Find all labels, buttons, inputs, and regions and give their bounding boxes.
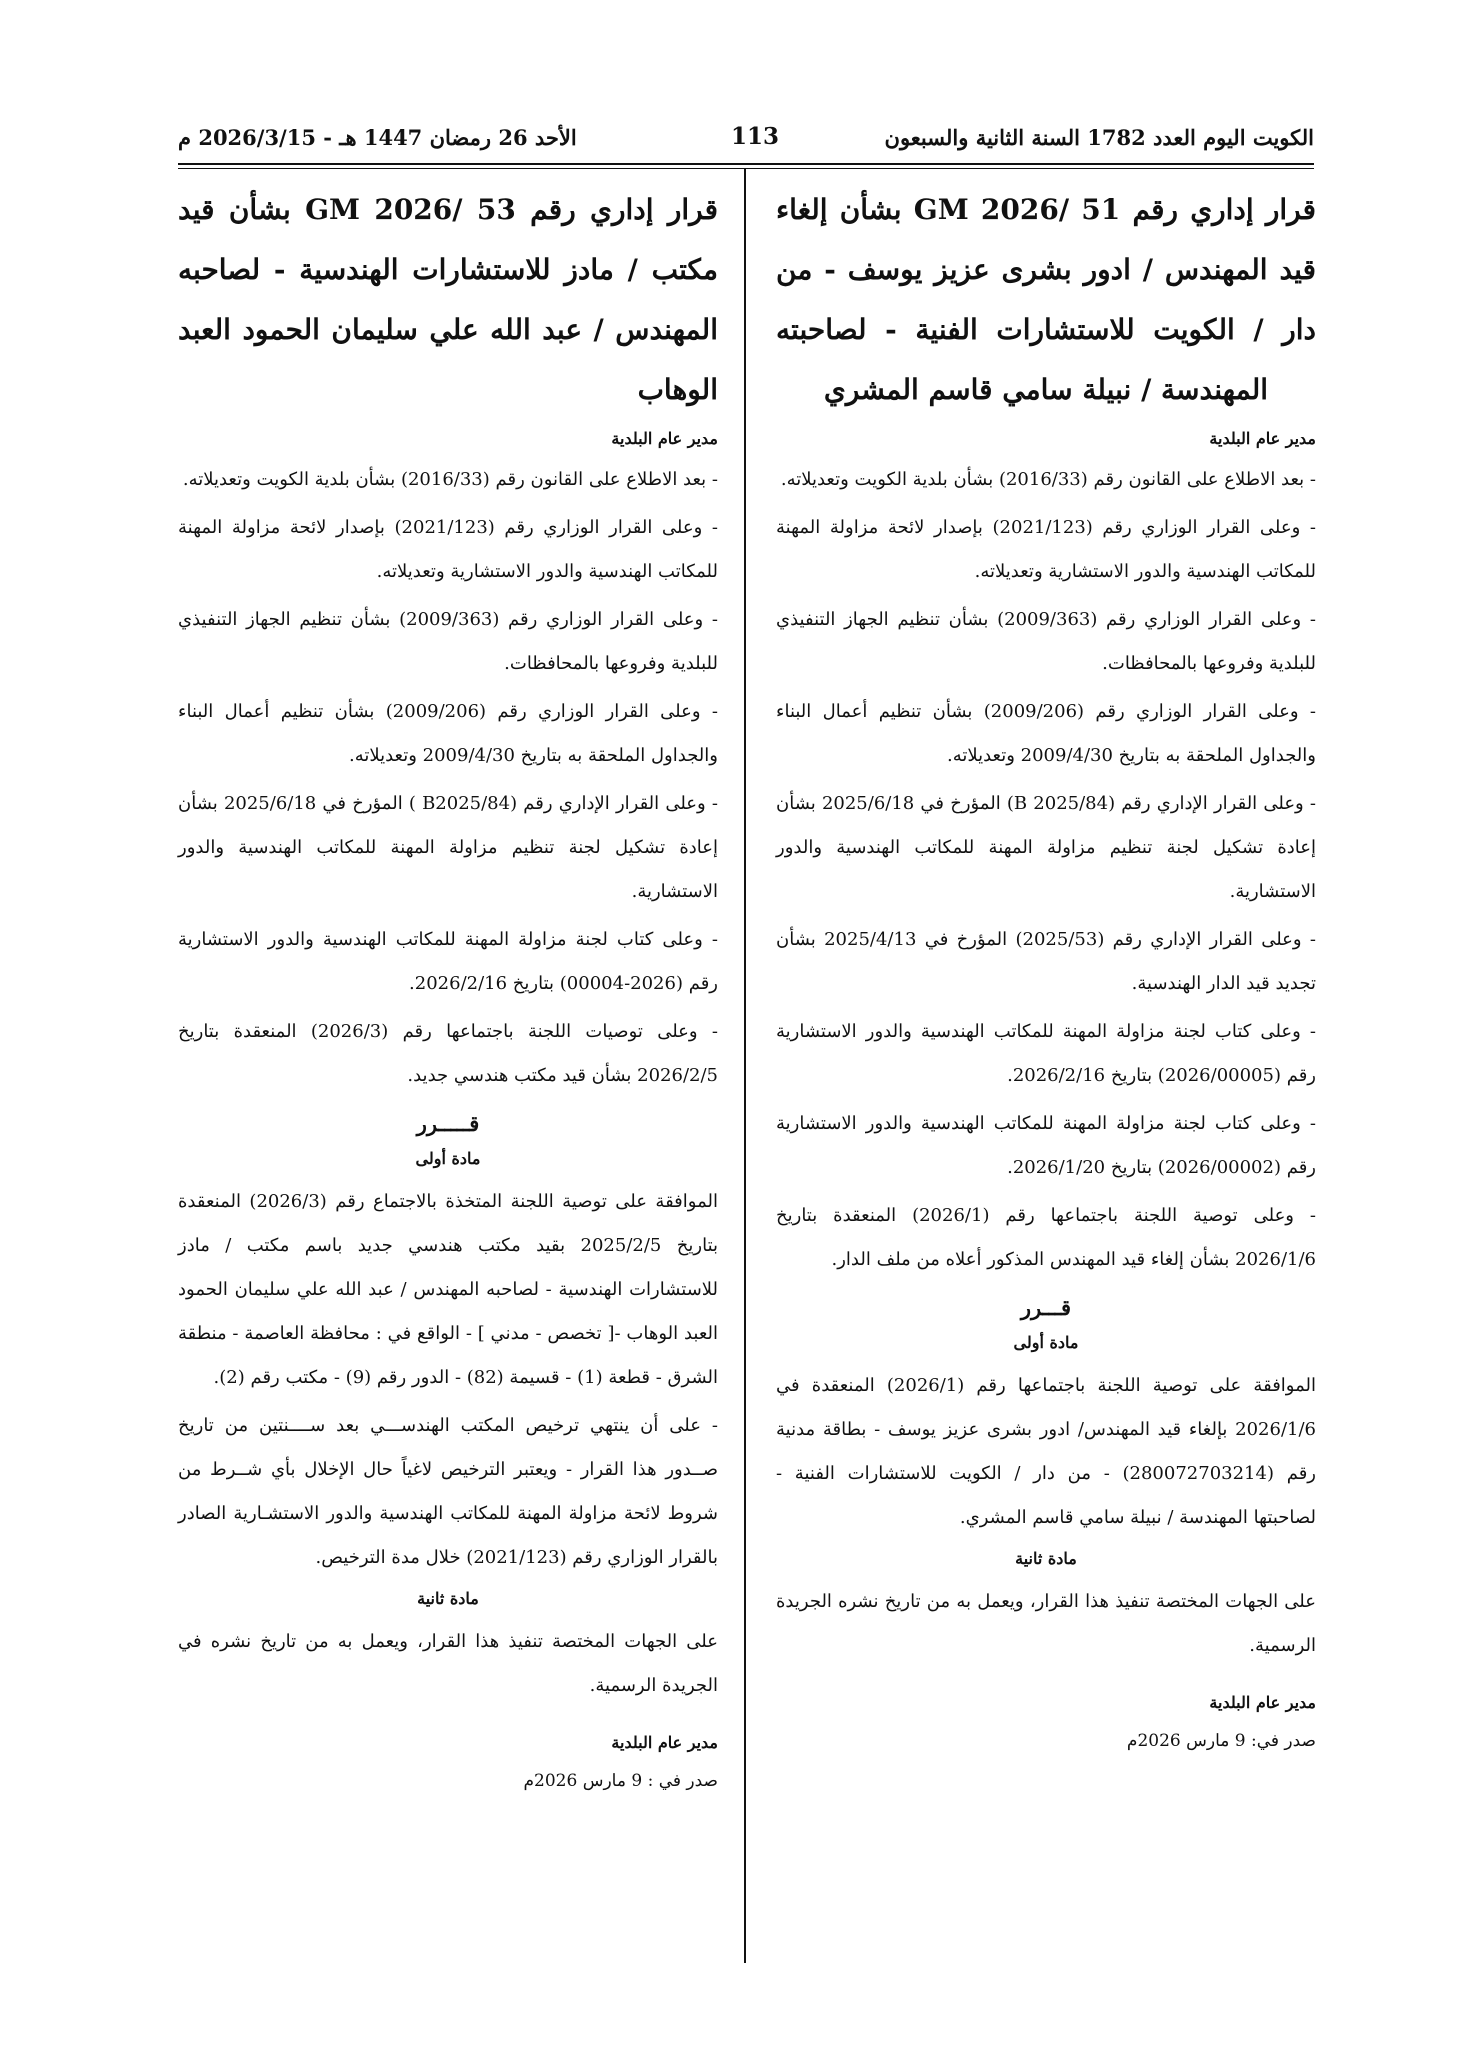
article-2-text: على الجهات المختصة تنفيذ هذا القرار، ويعمل به من تاريخ نشره في الجريدة الرسمية. bbox=[178, 1631, 718, 1696]
preamble-item: - وعلى كتاب لجنة مزاولة المهنة للمكاتب الهندسية والدور الاستشارية رقم (2026/00002) بتاريخ 2026/1/20. bbox=[776, 1113, 1316, 1178]
column-divider bbox=[744, 168, 746, 1963]
header-rule-thin bbox=[178, 168, 1314, 169]
preamble-item: - وعلى القرار الإداري رقم (2025/53) المؤرخ في 2025/4/13 بشأن تجديد قيد الدار الهندسية. bbox=[776, 929, 1317, 994]
article-2-title: مادة ثانية bbox=[1015, 1549, 1077, 1568]
decision-title: قرار إداري رقم 51 /GM 2026 بشأن إلغاء قيد المهندس / ادور بشرى عزيز يوسف - من دار / الكويت للاستشارات الفنية - لصاحبته المهندسة / نبيلة سامي قاسم المشري bbox=[776, 193, 1316, 406]
issued-date: صدر في : 9 مارس 2026م bbox=[523, 1771, 718, 1791]
issued-date: صدر في: 9 مارس 2026م bbox=[1126, 1731, 1316, 1751]
decision-issuer: مدير عام البلدية bbox=[1209, 429, 1316, 448]
header-date: الأحد 26 رمضان 1447 هـ - 2026/3/15 م bbox=[178, 125, 577, 150]
page-header bbox=[178, 125, 1314, 159]
decision-51 bbox=[776, 180, 1316, 1756]
decision-title: قرار إداري رقم 53 /GM 2026 بشأن قيد مكتب / مادز للاستشارات الهندسية - لصاحبه المهندس / عبد الله علي سليمان الحمود العبد الوهاب bbox=[178, 193, 718, 406]
decision-issuer: مدير عام البلدية bbox=[611, 429, 718, 448]
preamble-item: - بعد الاطلاع على القانون رقم (2016/33) بشأن بلدية الكويت وتعديلاته. bbox=[780, 469, 1316, 490]
preamble-item: - وعلى كتاب لجنة مزاولة المهنة للمكاتب الهندسية والدور الاستشارية رقم (2026-00004) بتاريخ 2026/2/16. bbox=[178, 929, 718, 994]
article-2-text: على الجهات المختصة تنفيذ هذا القرار، ويعمل به من تاريخ نشره الجريدة الرسمية. bbox=[776, 1591, 1316, 1656]
preamble-item: - وعلى القرار الوزاري رقم (2021/123) بإصدار لائحة مزاولة المهنة للمكاتب الهندسية والدور الاستشارية وتعديلاته. bbox=[178, 517, 719, 582]
page-number: 113 bbox=[731, 123, 780, 150]
article-1-text: الموافقة على توصية اللجنة باجتماعها رقم (2026/1) المنعقدة في 2026/1/6 بإلغاء قيد المهندس/ ادور بشرى عزيز يوسف - بطاقة مدنية رقم (280072703214) - من دار / الكويت للاستشارات الفنية - لصاحبتها المهندسة / نبيلة سامي قاسم المشري. bbox=[776, 1375, 1316, 1528]
decision-53 bbox=[178, 180, 718, 1796]
header-rule-thick bbox=[178, 163, 1314, 165]
article-2-title: مادة ثانية bbox=[417, 1589, 479, 1608]
decides-heading: قـــــرر bbox=[416, 1111, 480, 1136]
preamble-item: - وعلى توصية اللجنة باجتماعها رقم (2026/1) المنعقدة بتاريخ 2026/1/6 بشأن إلغاء قيد المهندس المذكور أعلاه من ملف الدار. bbox=[776, 1205, 1316, 1270]
preamble-item: - وعلى القرار الوزاري رقم (2009/206) بشأن تنظيم أعمال البناء والجداول الملحقة به بتاريخ 2009/4/30 وتعديلاته. bbox=[178, 701, 718, 766]
preamble-item: - بعد الاطلاع على القانون رقم (2016/33) بشأن بلدية الكويت وتعديلاته. bbox=[182, 469, 718, 490]
decides-heading: قـــرر bbox=[1020, 1295, 1072, 1320]
preamble-item: - وعلى القرار الوزاري رقم (2021/123) بإصدار لائحة مزاولة المهنة للمكاتب الهندسية والدور الاستشارية وتعديلاته. bbox=[776, 517, 1317, 582]
article-1-text-continued: - على أن ينتهي ترخيص المكتب الهندســـي بعد ســــنتين من تاريخ صــدور هذا القرار - ويعتبر الترخيص لاغياً حال الإخلال بأي شــرط من شروط لائحة مزاولة المهنة للمكاتب الهندسية والدور الاستشـارية الصادر بالقرار الوزاري رقم (2021/123) خلال مدة الترخيص. bbox=[178, 1415, 718, 1568]
preamble-item: - وعلى القرار الإداري رقم (B 2025/84) المؤرخ في 2025/6/18 بشأن إعادة تشكيل لجنة تنظيم مزاولة المهنة للمكاتب الهندسية والدور الاستشارية. bbox=[776, 793, 1317, 902]
preamble-item: - وعلى القرار الإداري رقم (B2025/84 ) المؤرخ في 2025/6/18 بشأن إعادة تشكيل لجنة تنظيم مزاولة المهنة للمكاتب الهندسية والدور الاستشارية. bbox=[178, 793, 718, 902]
article-1-title: مادة أولى bbox=[415, 1149, 481, 1168]
signature: مدير عام البلدية bbox=[1209, 1693, 1316, 1712]
preamble-item: - وعلى القرار الوزاري رقم (2009/206) بشأن تنظيم أعمال البناء والجداول الملحقة به بتاريخ 2009/4/30 وتعديلاته. bbox=[776, 701, 1316, 766]
header-issue: الكويت اليوم العدد 1782 السنة الثانية والسبعون bbox=[884, 125, 1314, 150]
article-1-title: مادة أولى bbox=[1013, 1333, 1079, 1352]
article-1-text: الموافقة على توصية اللجنة المتخذة بالاجتماع رقم (2026/3) المنعقدة بتاريخ 2025/2/5 بقيد مكتب هندسي جديد باسم مكتب / مادز للاستشارات الهندسية - لصاحبه المهندس / عبد الله علي سليمان الحمود العبد الوهاب -[ تخصص - مدني ] - الواقع في : محافظة العاصمة - منطقة الشرق - قطعة (1) - قسيمة (82) - الدور رقم (9) - مكتب رقم (2). bbox=[178, 1191, 719, 1388]
preamble-item: - وعلى توصيات اللجنة باجتماعها رقم (2026/3) المنعقدة بتاريخ 2026/2/5 بشأن قيد مكتب هندسي جديد. bbox=[178, 1021, 718, 1086]
preamble-item: - وعلى كتاب لجنة مزاولة المهنة للمكاتب الهندسية والدور الاستشارية رقم (2026/00005) بتاريخ 2026/2/16. bbox=[776, 1021, 1316, 1086]
preamble-item: - وعلى القرار الوزاري رقم (2009/363) بشأن تنظيم الجهاز التنفيذي للبلدية وفروعها بالمحافظات. bbox=[178, 609, 718, 674]
signature: مدير عام البلدية bbox=[611, 1733, 718, 1752]
preamble-item: - وعلى القرار الوزاري رقم (2009/363) بشأن تنظيم الجهاز التنفيذي للبلدية وفروعها بالمحافظات. bbox=[776, 609, 1316, 674]
